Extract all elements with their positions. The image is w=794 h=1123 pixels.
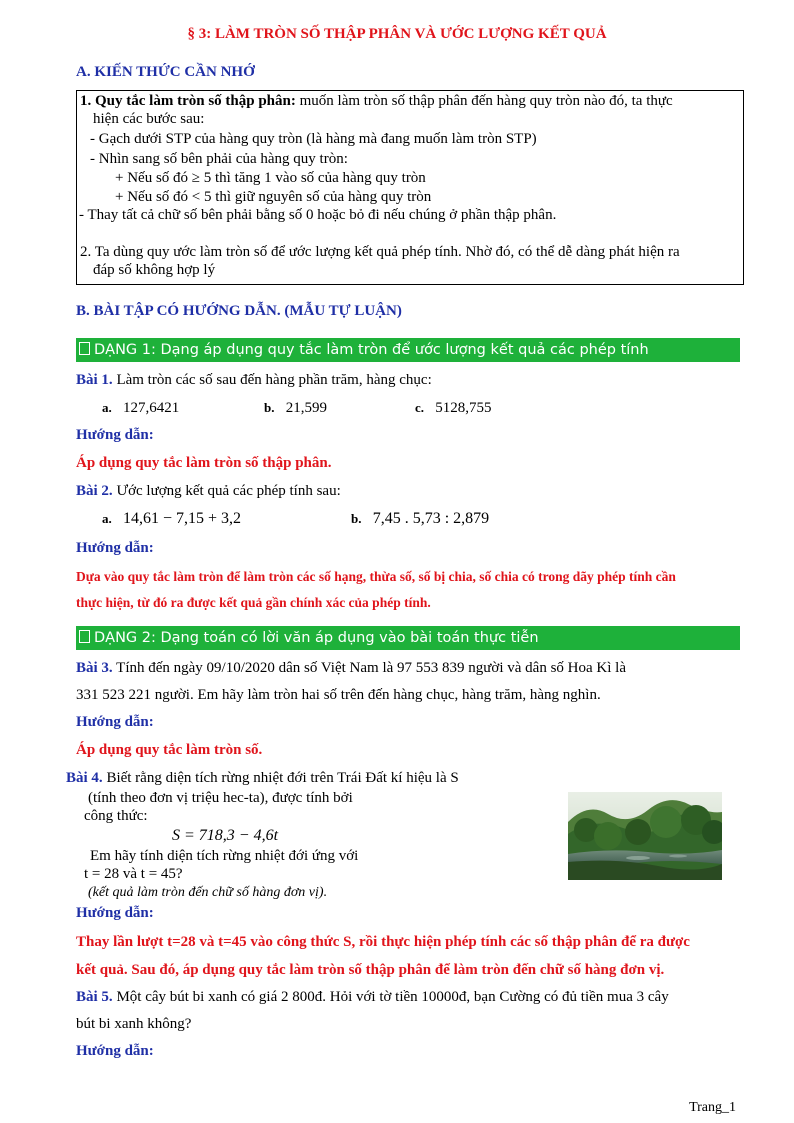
bai-1-c-value: 5128,755 [435, 400, 492, 416]
rainforest-photo [568, 792, 722, 880]
bai-4-line-2: (tính theo đơn vị triệu hec-ta), được tính bởi [88, 790, 353, 806]
bai-5-line-2: bút bi xanh không? [76, 1016, 192, 1032]
dang-1-banner [76, 338, 740, 362]
bai-5-line-1 [76, 988, 669, 1007]
bai-4-note: (kết quả làm tròn đến chữ số hàng đơn vị). [88, 885, 328, 900]
bai-1-c-label: c. [415, 400, 425, 415]
bai-1-label: Bài 1. [76, 372, 113, 388]
rule-bullet-2: - Nhìn sang số bên phải của hàng quy tròn: [90, 151, 348, 167]
bai-2-b-label: b. [351, 511, 362, 526]
dang-2-label: DẠNG 2: Dạng toán có lời văn áp dụng vào bài toán thực tiễn [94, 630, 539, 646]
section-b-heading: B. BÀI TẬP CÓ HƯỚNG DẪN. (MẪU TỰ LUẬN) [76, 303, 402, 319]
rule-sub-1: + Nếu số đó ≥ 5 thì tăng 1 vào số của hàng quy tròn [115, 170, 426, 186]
hint-3: Áp dụng quy tắc làm tròn số. [76, 742, 263, 758]
rule-1-text: muốn làm tròn số thập phân đến hàng quy tròn nào đó, ta thực [295, 93, 673, 109]
bai-5-label: Bài 5. [76, 989, 113, 1005]
bai-1 [76, 371, 432, 390]
bai-3-line-2: 331 523 221 người. Em hãy làm tròn hai số trên đến hàng chục, hàng trăm, hàng nghìn. [76, 687, 601, 703]
huong-dan-4: Hướng dẫn: [76, 905, 154, 921]
rule-bullet-1: - Gạch dưới STP của hàng quy tròn (là hàng mà đang muốn làm tròn STP) [90, 131, 537, 147]
page-number: Trang_1 [689, 1100, 736, 1115]
bai-1-b-label: b. [264, 400, 275, 415]
bai-2-a [102, 509, 241, 529]
bai-2-text: Ước lượng kết quả các phép tính sau: [112, 483, 341, 499]
huong-dan-1: Hướng dẫn: [76, 427, 154, 443]
bai-3-text-1: Tính đến ngày 09/10/2020 dân số Việt Nam là 97 553 839 người và dân số Hoa Kì là [112, 660, 626, 676]
hint-2-line-1: Dựa vào quy tắc làm tròn để làm tròn các số hạng, thừa số, số bị chia, số chia có trong dãy phép tính cần [76, 569, 676, 584]
section-a-heading: A. KIẾN THỨC CẦN NHỚ [76, 64, 255, 80]
hint-4-line-2: kết quả. Sau đó, áp dụng quy tắc làm tròn số thập phân để làm tròn đến chữ số hàng đơn vị. [76, 962, 665, 978]
bai-2-b [351, 509, 489, 529]
checkbox-icon [79, 342, 90, 355]
bai-1-b [264, 398, 327, 418]
bai-4-text-1: Biết rằng diện tích rừng nhiệt đới trên Trái Đất kí hiệu là S [102, 770, 459, 786]
bai-4-line-4: Em hãy tính diện tích rừng nhiệt đới ứng với [90, 848, 359, 864]
rule-1 [80, 92, 673, 111]
dang-2-banner [76, 626, 740, 650]
hint-1: Áp dụng quy tắc làm tròn số thập phân. [76, 455, 332, 471]
bai-4-label: Bài 4. [66, 770, 103, 786]
bai-4-line-5: t = 28 và t = 45? [84, 866, 183, 882]
bai-3-label: Bài 3. [76, 660, 113, 676]
bai-2-a-value: 14,61 − 7,15 + 3,2 [123, 510, 242, 527]
bai-4-formula: S = 718,3 − 4,6t [172, 827, 279, 844]
rule-2-continued: đáp số không hợp lý [93, 262, 216, 278]
bai-1-text: Làm tròn các số sau đến hàng phần trăm, hàng chục: [112, 372, 432, 388]
hint-2-line-2: thực hiện, từ đó ra được kết quả gần chính xác của phép tính. [76, 595, 431, 610]
rule-1-label: 1. Quy tắc làm tròn số thập phân: [80, 93, 296, 109]
dang-1-label: DẠNG 1: Dạng áp dụng quy tắc làm tròn để ước lượng kết quả các phép tính [94, 342, 649, 358]
huong-dan-2: Hướng dẫn: [76, 540, 154, 556]
rule-1-continued: hiện các bước sau: [93, 111, 205, 127]
bai-4-line-1 [66, 769, 459, 788]
hint-4-line-1: Thay lần lượt t=28 và t=45 vào công thức S, rồi thực hiện phép tính các số thập phân để ra được [76, 934, 690, 950]
rule-bullet-3: - Thay tất cả chữ số bên phải bằng số 0 hoặc bỏ đi nếu chúng ở phần thập phân. [79, 207, 557, 223]
bai-1-a-value: 127,6421 [123, 400, 180, 416]
bai-4-line-3: công thức: [84, 808, 148, 824]
bai-5-text-1: Một cây bút bi xanh có giá 2 800đ. Hỏi với tờ tiền 10000đ, bạn Cường có đủ tiền mua 3 cây [112, 989, 669, 1005]
rule-2: 2. Ta dùng quy ước làm tròn số để ước lượng kết quả phép tính. Nhờ đó, có thể dễ dàng phát hiện ra [80, 244, 680, 260]
bai-1-c [415, 398, 492, 418]
bai-1-b-value: 21,599 [285, 400, 327, 416]
bai-2-label: Bài 2. [76, 483, 113, 499]
bai-2-b-value: 7,45 . 5,73 : 2,879 [372, 510, 490, 527]
bai-2-a-label: a. [102, 511, 112, 526]
huong-dan-3: Hướng dẫn: [76, 714, 154, 730]
bai-1-a [102, 398, 179, 418]
huong-dan-5: Hướng dẫn: [76, 1043, 154, 1059]
checkbox-icon [79, 630, 90, 643]
bai-1-a-label: a. [102, 400, 112, 415]
bai-3-line-1 [76, 659, 626, 678]
bai-2 [76, 482, 341, 501]
page-title: § 3: LÀM TRÒN SỐ THẬP PHÂN VÀ ƯỚC LƯỢNG KẾT QUẢ [187, 26, 607, 42]
rule-sub-2: + Nếu số đó < 5 thì giữ nguyên số của hàng quy tròn [115, 189, 432, 205]
